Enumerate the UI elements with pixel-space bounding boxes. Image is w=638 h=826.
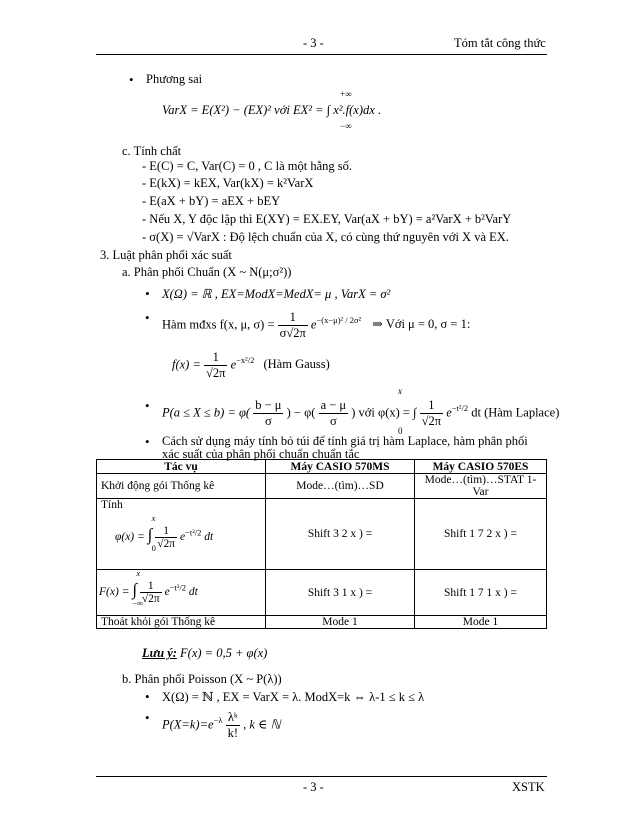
header-page-number: - 3 - — [303, 36, 324, 50]
properties-heading: c. Tính chất — [122, 144, 182, 158]
footer-page-number: - 3 - — [303, 780, 324, 794]
F-num: 1 — [140, 580, 162, 593]
casio-table — [96, 459, 547, 629]
table-cell: Thoát khỏi gói Thống kê — [97, 616, 266, 629]
gauss-suffix: (Hàm Gauss) — [263, 357, 330, 372]
laplace-frac-1-num: b − μ — [255, 398, 282, 412]
table-cell: Shift 1 7 2 x ) = — [415, 499, 547, 570]
laplace-frac-1-den: σ — [264, 414, 272, 428]
normal-pdf-suffix: ⇒ Với μ = 0, σ = 1: — [372, 317, 471, 332]
phi-num: 1 — [155, 525, 177, 538]
poisson-pmf-prefix: P(X=k)=e — [162, 717, 214, 732]
laplace-int-lower: 0 — [398, 426, 403, 436]
laplace-mid: ) − φ( — [286, 405, 316, 420]
table-cell — [97, 499, 266, 570]
table-header: Máy CASIO 570ES — [415, 460, 547, 474]
table-cell: Mode 1 — [415, 616, 547, 629]
table-row — [97, 499, 547, 570]
phi-exp: −t²/2 — [185, 527, 202, 538]
table-cell: Shift 1 7 1 x ) = — [415, 570, 547, 616]
table-header-row — [97, 460, 547, 474]
F-upper: x — [136, 568, 141, 579]
laplace-int-upper: x — [398, 386, 402, 396]
laplace-suffix: dt (Hàm Laplace) — [471, 405, 560, 420]
laplace-prefix: P(a ≤ X ≤ b) = φ( — [162, 405, 251, 420]
F-lhs: F(x) = — [99, 586, 130, 599]
note-label: Lưu ý: — [142, 646, 177, 660]
phi-frac — [155, 525, 177, 550]
normal-heading: a. Phân phối Chuẩn (X ~ N(μ;σ²)) — [122, 265, 292, 279]
phi-dt: dt — [204, 531, 214, 544]
laplace-int-frac — [420, 398, 443, 429]
gauss-den: √2π — [206, 366, 226, 380]
normal-pdf-exp: −(x−μ)² / 2σ² — [316, 315, 362, 326]
footer-rule — [96, 776, 547, 777]
variance-int-upper: +∞ — [340, 89, 352, 99]
poisson-pmf-suffix: , k ∈ ℕ — [243, 717, 281, 732]
note-text: F(x) = 0,5 + φ(x) — [180, 646, 268, 660]
phi-den: √2π — [157, 538, 176, 550]
variance-bullet: • Phương sai — [146, 72, 202, 87]
table-cell: Mode…(tìm)…SD — [266, 474, 415, 499]
header-rule — [96, 54, 547, 55]
laplace-frac-1 — [253, 398, 283, 429]
property-line-1: - E(C) = C, Var(C) = 0 , C là một hằng số. — [142, 159, 353, 173]
F-formula: F(x) = ∫ x −∞ $\frac{1}{√2\pi}$ $e^{-t^2/2}$ dt — [99, 568, 198, 609]
normal-pdf-prefix: Hàm mđxs f(x, μ, σ) = — [162, 317, 275, 332]
phi-lower: 0 — [151, 543, 156, 554]
laplace-int-num: 1 — [420, 398, 443, 414]
laplace-tail: ) với φ(x) = ∫ — [351, 405, 417, 420]
phi-lhs: φ(x) = — [115, 531, 145, 544]
laplace-int-den: √2π — [421, 414, 442, 428]
normal-bullet-3: • P(a ≤ X ≤ b) = φ( $\frac{b - \mu}{\sigma}$ ) − φ( $\frac{a - \mu}{\sigma}$ ) với φ(x) = ∫ $\frac{1}{√2\pi}$ $e^{-t^2/2}$ dt (Hàm Laplace) — [162, 398, 559, 429]
gauss-prefix: f(x) = — [172, 357, 201, 372]
table-cell — [97, 570, 266, 616]
normal-pdf-num: 1 — [278, 310, 308, 326]
gauss-exp: −x²/2 — [236, 355, 255, 366]
table-row-label: Tính — [101, 499, 123, 511]
poisson-pmf-den: k! — [227, 726, 239, 740]
F-exp: −t²/2 — [169, 582, 187, 593]
laplace-frac-2-den: σ — [329, 414, 337, 428]
poisson-pmf-exp: −λ — [213, 715, 223, 726]
header-title: Tóm tắt công thức — [454, 36, 546, 50]
F-dt: dt — [188, 586, 198, 599]
footer-right: XSTK — [512, 780, 545, 794]
table-cell: Shift 3 2 x ) = — [266, 499, 415, 570]
laplace-frac-2-num: a − μ — [320, 398, 347, 412]
poisson-bullet-2 — [162, 710, 280, 741]
table-row — [97, 474, 547, 499]
normal-pdf-fraction — [278, 310, 308, 341]
gauss-line: f(x) = $\frac{1}{√2\pi}$ $e^{-x^2/2}$ (Hàm Gauss) — [172, 350, 330, 380]
poisson-heading: b. Phân phối Poisson (X ~ P(λ)) — [122, 672, 282, 686]
gauss-num: 1 — [204, 350, 227, 366]
property-line-4: - Nếu X, Y độc lập thì E(XY) = EX.EY, Var(aX + bY) = a²VarX + b²VarY — [142, 212, 512, 226]
table-header: Tác vụ — [97, 460, 266, 474]
F-lower: −∞ — [132, 598, 144, 609]
laplace-frac-2 — [319, 398, 349, 429]
property-line-2: - E(kX) = kEX, Var(kX) = k²VarX — [142, 176, 314, 190]
table-row — [97, 570, 547, 616]
normal-bullet-4: • Cách sử dụng máy tính bỏ túi để tính giá trị hàm Laplace, hàm phân phối — [162, 434, 528, 449]
property-line-3: - E(aX + bY) = aEX + bEY — [142, 194, 281, 208]
table-cell: Mode 1 — [266, 616, 415, 629]
normal-bullet-2: • Hàm mđxs f(x, μ, σ) = $\frac{1}{\sigma√2\pi}$ $e^{-(x-\mu)^2 / 2\sigma^2}$ ⇒ Với μ = 0, σ = 1: — [162, 310, 470, 341]
normal-bullet-4-cont: xác suất của phân phối chuẩn chuẩn tắc — [162, 447, 360, 461]
property-line-5: - σ(X) = √VarX : Độ lệch chuẩn của X, có cùng thứ nguyên với X và EX. — [142, 230, 509, 244]
phi-formula: φ(x) = ∫ x 0 $\frac{1}{√2\pi}$ $e^{-t^2/2}$ dt — [115, 513, 214, 554]
variance-formula: VarX = E(X²) − (EX)² với EX² = ∫ x².f(x)dx . — [162, 103, 382, 117]
table-cell: Mode…(tìm)…STAT 1-Var — [415, 474, 547, 499]
poisson-pmf-frac — [226, 710, 240, 741]
table-cell: Khởi động gói Thống kê — [97, 474, 266, 499]
poisson-bullet-1: • X(Ω) = ℕ , EX = VarX = λ. ModX=k ⇔ λ-1 ≤ k ≤ λ — [162, 689, 424, 705]
gauss-fraction — [204, 350, 227, 381]
normal-pdf-den: σ√2π — [279, 326, 306, 340]
laplace-exp: −t²/2 — [451, 403, 469, 414]
normal-bullet-1: • X(Ω) = ℝ , EX=ModX=MedX= μ , VarX = σ² — [162, 286, 390, 302]
table-cell: Shift 3 1 x ) = — [266, 570, 415, 616]
note-line — [142, 646, 267, 661]
variance-int-lower: −∞ — [340, 121, 352, 131]
table-row — [97, 616, 547, 629]
phi-upper: x — [151, 513, 156, 524]
F-den: √2π — [141, 593, 160, 605]
table-header: Máy CASIO 570MS — [266, 460, 415, 474]
section3-heading: 3. Luật phân phối xác suất — [100, 248, 232, 262]
poisson-pmf-num: λᵏ — [226, 710, 240, 726]
